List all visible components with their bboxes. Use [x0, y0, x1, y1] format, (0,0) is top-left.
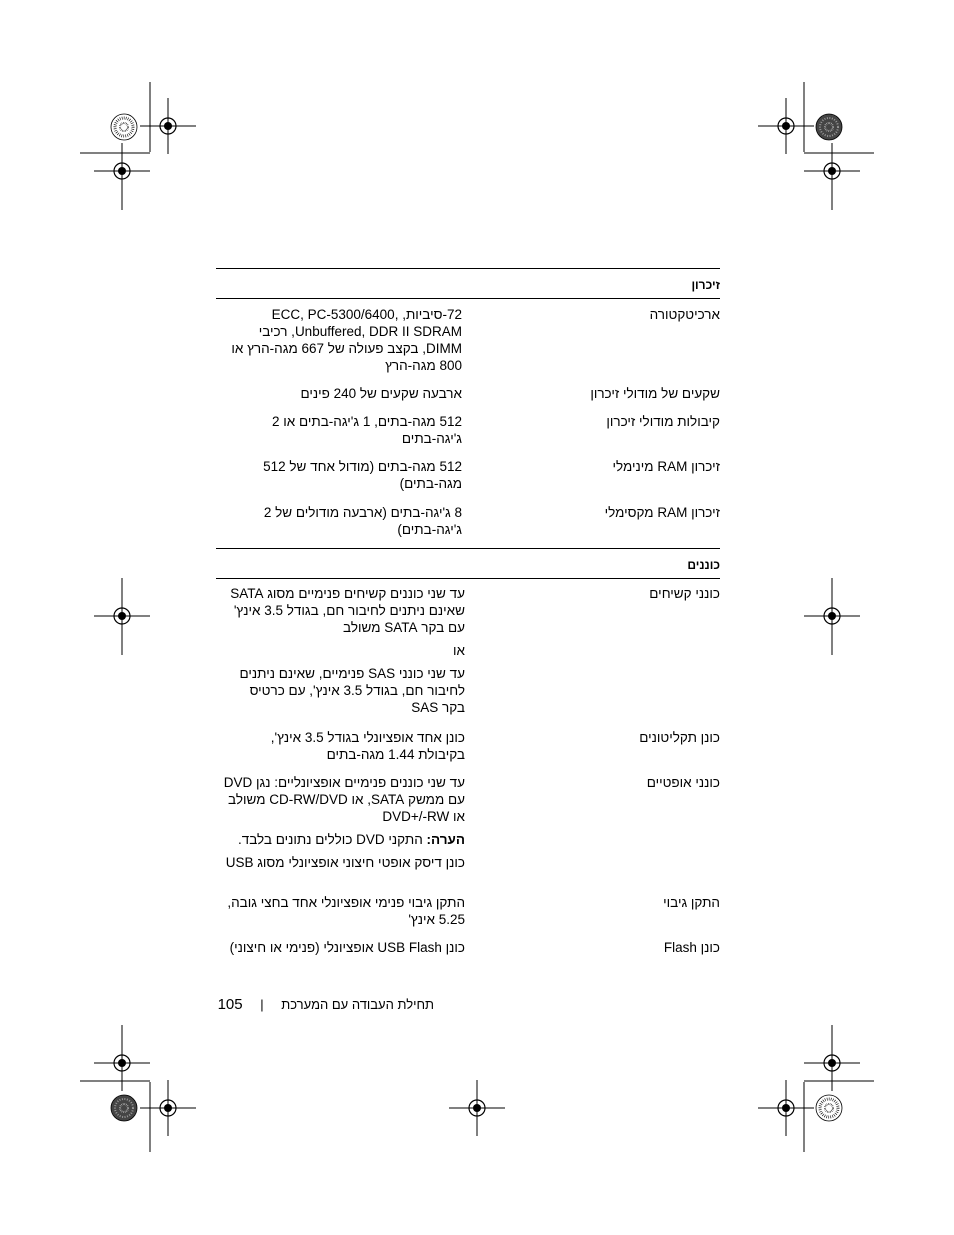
drives-row-label-backup: התקן גיבוי: [663, 895, 720, 910]
floppy-description: כונן אחד אופציונלי בגודל 3.5 אינץ', בקיבולת 1.44 מגה-בתים: [270, 730, 465, 762]
optical-external: כונן דיסק אופטי חיצוני אופציונלי מסוג USB: [225, 855, 465, 870]
memory-row-label-capacities: קיבולות מודולי זיכרון: [606, 414, 720, 429]
crop-mark-bottom-center: [449, 1080, 505, 1136]
drives-row-value-hard-drives: [225, 585, 465, 716]
section-rule-bottom-memory: [216, 298, 720, 299]
memory-row-value-architecture: 72-סיביות, ECC, PC-5300/6400, Unbuffered, DDR II SDRAM, רכיבי DIMM, בקצב פעולה של 667 מגה-הרץ או 800 מגה-הרץ: [231, 307, 462, 373]
drives-row-label-optical: כונני אופטיים: [646, 775, 720, 790]
crop-marks-top-left: [80, 82, 196, 210]
memory-row-label-max-ram: זיכרון RAM מקסימלי: [604, 505, 720, 520]
section-title-drives: כוננים: [687, 558, 720, 572]
page-number: 105: [217, 996, 243, 1013]
drives-row-value-flash: [215, 939, 465, 956]
memory-row-value-capacities: 512 מגה-בתים, 1 ג'יגה-בתים או 2 ג'יגה-בתים: [272, 414, 462, 446]
flash-description: כונן USB Flash אופציונלי (פנימי או חיצוני): [229, 940, 465, 955]
memory-row-value-sockets: ארבעה שקעים של 240 פינים: [300, 386, 462, 401]
section-title-memory: זיכרון: [691, 278, 720, 292]
section-rule-bottom-drives: [216, 578, 720, 579]
crop-marks-bottom-right: [758, 1025, 874, 1152]
drives-row-label-floppy: כונן תקליטונים: [639, 730, 720, 745]
crop-marks-bottom-left: [80, 1025, 196, 1152]
optical-note: [221, 831, 465, 848]
optical-note-label: הערה:: [426, 832, 465, 847]
crop-marks-top-right: [758, 82, 874, 210]
hard-drives-option-sata: עד שני כוננים קשיחים פנימיים מסוג SATA שאינם ניתנים לחיבור חם, בגודל 3.5 אינץ' עם בקר SATA משולב: [230, 586, 465, 635]
drives-row-value-floppy: [225, 729, 465, 763]
memory-row-label-min-ram: זיכרון RAM מינימלי: [612, 459, 720, 474]
backup-description: התקן גיבוי פנימי אופציונלי אחד בחצי גובה, 5.25 אינץ': [227, 895, 465, 927]
hard-drives-option-sas: עד שני כונני SAS פנימיים, שאינם ניתנים לחיבור חם, בגודל 3.5 אינץ', עם כרטיס בקר SAS: [239, 666, 465, 715]
memory-row-value-max-ram: 8 ג'יגה-בתים (ארבעה מודולים של 2 ג'יגה-בתים): [263, 505, 462, 537]
drives-row-label-hard-drives: כונני קשיחים: [649, 586, 720, 601]
hard-drives-or: או: [453, 643, 465, 658]
crop-mark-middle-left: [94, 578, 150, 655]
page-footer: [218, 996, 434, 1014]
drives-row-value-backup: [225, 894, 465, 928]
optical-note-text: התקני DVD כוללים נתונים בלבד.: [238, 832, 423, 847]
crop-mark-middle-right: [804, 578, 860, 655]
section-rule-top-drives: [216, 548, 720, 549]
optical-description: עד שני כוננים פנימיים אופציונליים: נגן DVD עם ממשק SATA, או CD-RW/DVD משולב או DVD+/-RW: [223, 775, 465, 824]
memory-row-label-architecture: ארכיטקטורה: [649, 307, 720, 322]
section-rule-top-memory: [216, 268, 720, 269]
footer-chapter-title: תחילת העבודה עם המערכת: [281, 997, 434, 1012]
footer-separator: |: [260, 997, 264, 1012]
drives-row-label-flash: כונן Flash: [663, 940, 720, 955]
memory-row-value-min-ram: 512 מגה-בתים (מודול אחד של 512 מגה-בתים): [263, 459, 462, 491]
drives-row-value-optical: [221, 774, 465, 871]
memory-row-label-sockets: שקעים של מודולי זיכרון: [590, 386, 720, 401]
